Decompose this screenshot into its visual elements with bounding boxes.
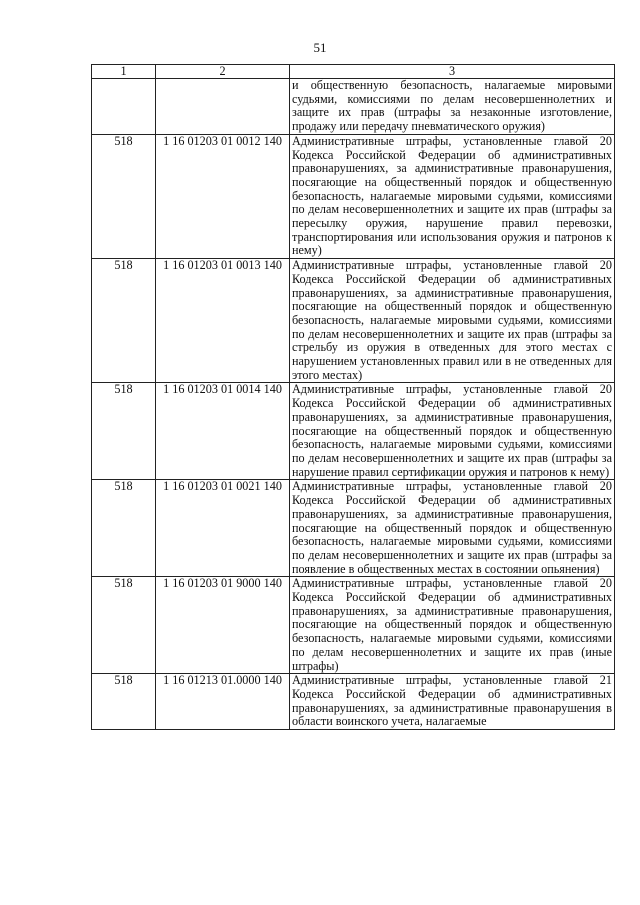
description-cell: Административные штрафы, установленные главой 20 Кодекса Российской Федерации об административных правонарушениях, за административные правонарушения, посягающие на общественный порядок и общественную безопасность, налагаемые мировыми судьями, комиссиями по делам несовершеннолетних и защите их прав (штрафы за стрельбу из оружия в отведенных для этого местах с нарушением установленных правил или в не отведенных для этого местах) <box>290 259 615 383</box>
column-header-2: 2 <box>156 65 290 79</box>
admin-code-cell: 518 <box>92 577 156 674</box>
description-cell: Административные штрафы, установленные главой 20 Кодекса Российской Федерации об административных правонарушениях, за административные правонарушения, посягающие на общественный порядок и общественную безопасность, налагаемые мировыми судьями, комиссиями по делам несовершеннолетних и защите их прав (штрафы за нарушение правил сертификации оружия и патронов к нему) <box>290 383 615 480</box>
description-cell: Административные штрафы, установленные главой 21 Кодекса Российской Федерации об административных правонарушениях, за административные правонарушения в области воинского учета, налагаемые <box>290 674 615 730</box>
column-header-3: 3 <box>290 65 615 79</box>
admin-code-cell <box>92 79 156 135</box>
budget-code-cell: 1 16 01203 01 9000 140 <box>156 577 290 674</box>
admin-code-cell: 518 <box>92 259 156 383</box>
column-header-1: 1 <box>92 65 156 79</box>
budget-code-cell <box>156 79 290 135</box>
table-row <box>92 577 615 674</box>
table-header-row <box>92 65 615 79</box>
admin-code-cell: 518 <box>92 383 156 480</box>
table-row <box>92 383 615 480</box>
admin-code-cell: 518 <box>92 674 156 730</box>
description-cell: и общественную безопасность, налагаемые мировыми судьями, комиссиями по делам несовершеннолетних и защите их прав (штрафы за незаконные изготовление, продажу или передачу пневматического оружия) <box>290 79 615 135</box>
page-number: 51 <box>313 40 327 55</box>
budget-code-cell: 1 16 01203 01 0012 140 <box>156 134 290 258</box>
budget-code-cell: 1 16 01203 01 0013 140 <box>156 259 290 383</box>
admin-code-cell: 518 <box>92 480 156 577</box>
budget-code-cell: 1 16 01203 01 0021 140 <box>156 480 290 577</box>
admin-code-cell: 518 <box>92 134 156 258</box>
table-row <box>92 134 615 258</box>
budget-code-cell: 1 16 01213 01.0000 140 <box>156 674 290 730</box>
table-row <box>92 674 615 730</box>
table-row <box>92 480 615 577</box>
budget-codes-table <box>91 64 615 730</box>
description-cell: Административные штрафы, установленные главой 20 Кодекса Российской Федерации об административных правонарушениях, за административные правонарушения, посягающие на общественный порядок и общественную безопасность, налагаемые мировыми судьями, комиссиями по делам несовершеннолетних и защите их прав (штрафы за появление в общественных местах в состоянии опьянения) <box>290 480 615 577</box>
budget-code-cell: 1 16 01203 01 0014 140 <box>156 383 290 480</box>
table-row <box>92 259 615 383</box>
description-cell: Административные штрафы, установленные главой 20 Кодекса Российской Федерации об административных правонарушениях, за административные правонарушения, посягающие на общественный порядок и общественную безопасность, налагаемые мировыми судьями, комиссиями по делам несовершеннолетних и защите их прав (иные штрафы) <box>290 577 615 674</box>
table-row <box>92 79 615 135</box>
description-cell: Административные штрафы, установленные главой 20 Кодекса Российской Федерации об административных правонарушениях, за административные правонарушения, посягающие на общественный порядок и общественную безопасность, налагаемые мировыми судьями, комиссиями по делам несовершеннолетних и защите их прав (штрафы за пересылку оружия, нарушение правил перевозки, транспортирования или использования оружия и патронов к нему) <box>290 134 615 258</box>
